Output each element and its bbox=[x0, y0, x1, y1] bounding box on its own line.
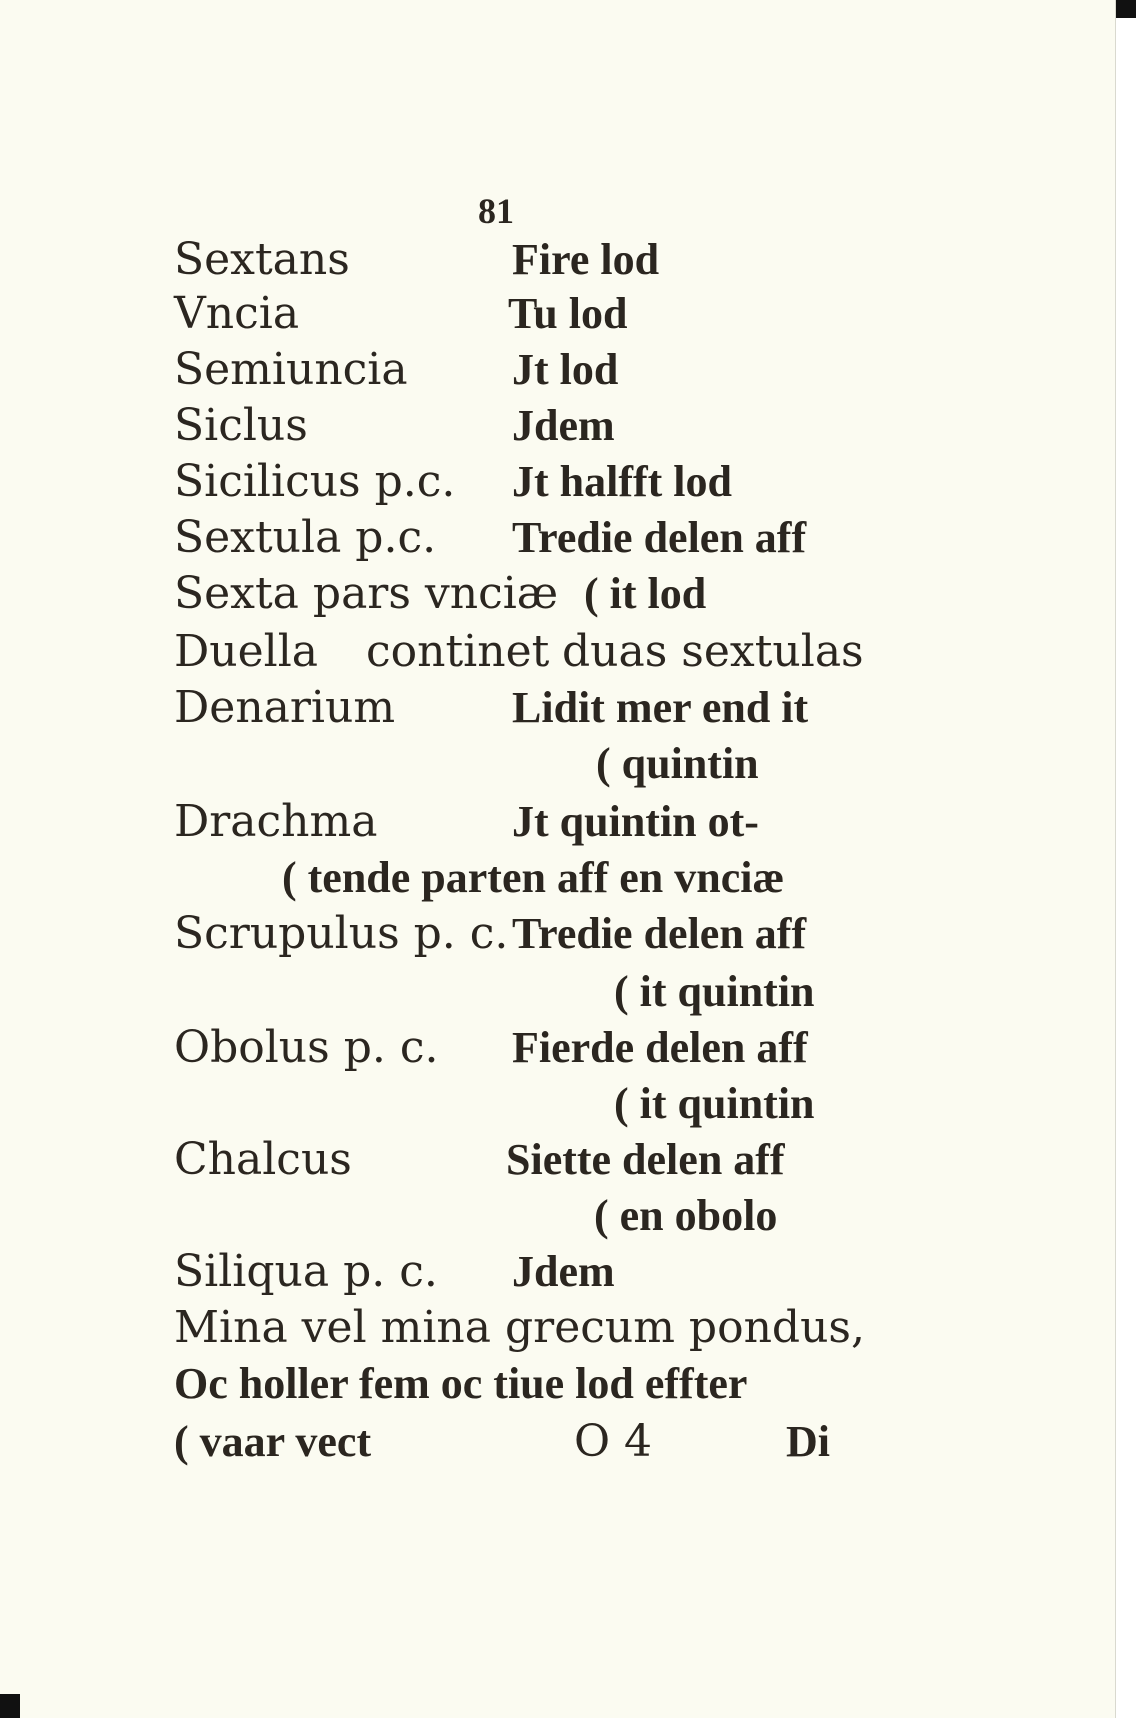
row-8-latin: Duella bbox=[174, 626, 319, 677]
row-4-latin: Siclus bbox=[174, 400, 308, 451]
row-6-latin: Sextula p.c. bbox=[174, 512, 437, 563]
row-13-danish: Tredie delen aff bbox=[512, 909, 807, 958]
row-1-latin: Sextans bbox=[174, 234, 350, 285]
row-4-danish: Jdem bbox=[512, 401, 615, 450]
page-edge bbox=[1115, 0, 1116, 1718]
row-15-danish: Fierde delen aff bbox=[512, 1023, 808, 1072]
row-1-danish: Fire lod bbox=[512, 235, 660, 284]
row-7-latin: Sexta pars vnciæ bbox=[174, 568, 559, 619]
row-5-latin: Sicilicus p.c. bbox=[174, 456, 456, 507]
row-2-danish: Tu lod bbox=[508, 289, 628, 338]
row-2-latin: Vncia bbox=[174, 288, 300, 339]
scan-corner-mark-bottom bbox=[0, 1694, 20, 1718]
row-9-latin: Denarium bbox=[174, 682, 396, 733]
row-11-latin: Drachma bbox=[174, 796, 378, 847]
row-16-danish: ( it quintin bbox=[614, 1079, 815, 1128]
row-17-latin: Chalcus bbox=[174, 1134, 352, 1185]
row-7-danish: ( it lod bbox=[584, 569, 707, 618]
row-19-danish: Jdem bbox=[512, 1247, 615, 1296]
row-3-latin: Semiuncia bbox=[174, 344, 408, 395]
row-8-right: duas sextulas bbox=[562, 626, 864, 677]
row-3-danish: Jt lod bbox=[512, 345, 619, 394]
row-15-latin: Obolus p. c. bbox=[174, 1022, 439, 1073]
row-14-danish: ( it quintin bbox=[614, 967, 815, 1016]
catchword: Di bbox=[786, 1417, 830, 1466]
row-19-latin: Siliqua p. c. bbox=[174, 1246, 438, 1297]
row-21-text: Oc holler fem oc tiue lod effter bbox=[174, 1359, 748, 1408]
row-11-danish: Jt quintin ot- bbox=[512, 797, 759, 846]
row-6-danish: Tredie delen aff bbox=[512, 513, 807, 562]
row-9-danish: Lidit mer end it bbox=[512, 683, 809, 732]
row-8-middle: continet bbox=[366, 626, 550, 677]
row-10-danish: ( quintin bbox=[596, 739, 759, 788]
row-12-danish: ( tende parten aff en vnciæ bbox=[282, 853, 785, 902]
row-18-danish: ( en obolo bbox=[594, 1191, 778, 1240]
row-20-text: Mina vel mina grecum pondus, bbox=[174, 1302, 865, 1353]
scan-corner-mark-top bbox=[1116, 0, 1136, 18]
row-5-danish: Jt halfft lod bbox=[512, 457, 732, 506]
folio-number: 81 bbox=[478, 191, 514, 231]
row-17-danish: Siette delen aff bbox=[506, 1135, 785, 1184]
row-13-latin: Scrupulus p. c. bbox=[174, 908, 509, 959]
signature-mark: O 4 bbox=[574, 1416, 653, 1467]
row-22-text: ( vaar vect bbox=[174, 1417, 372, 1466]
